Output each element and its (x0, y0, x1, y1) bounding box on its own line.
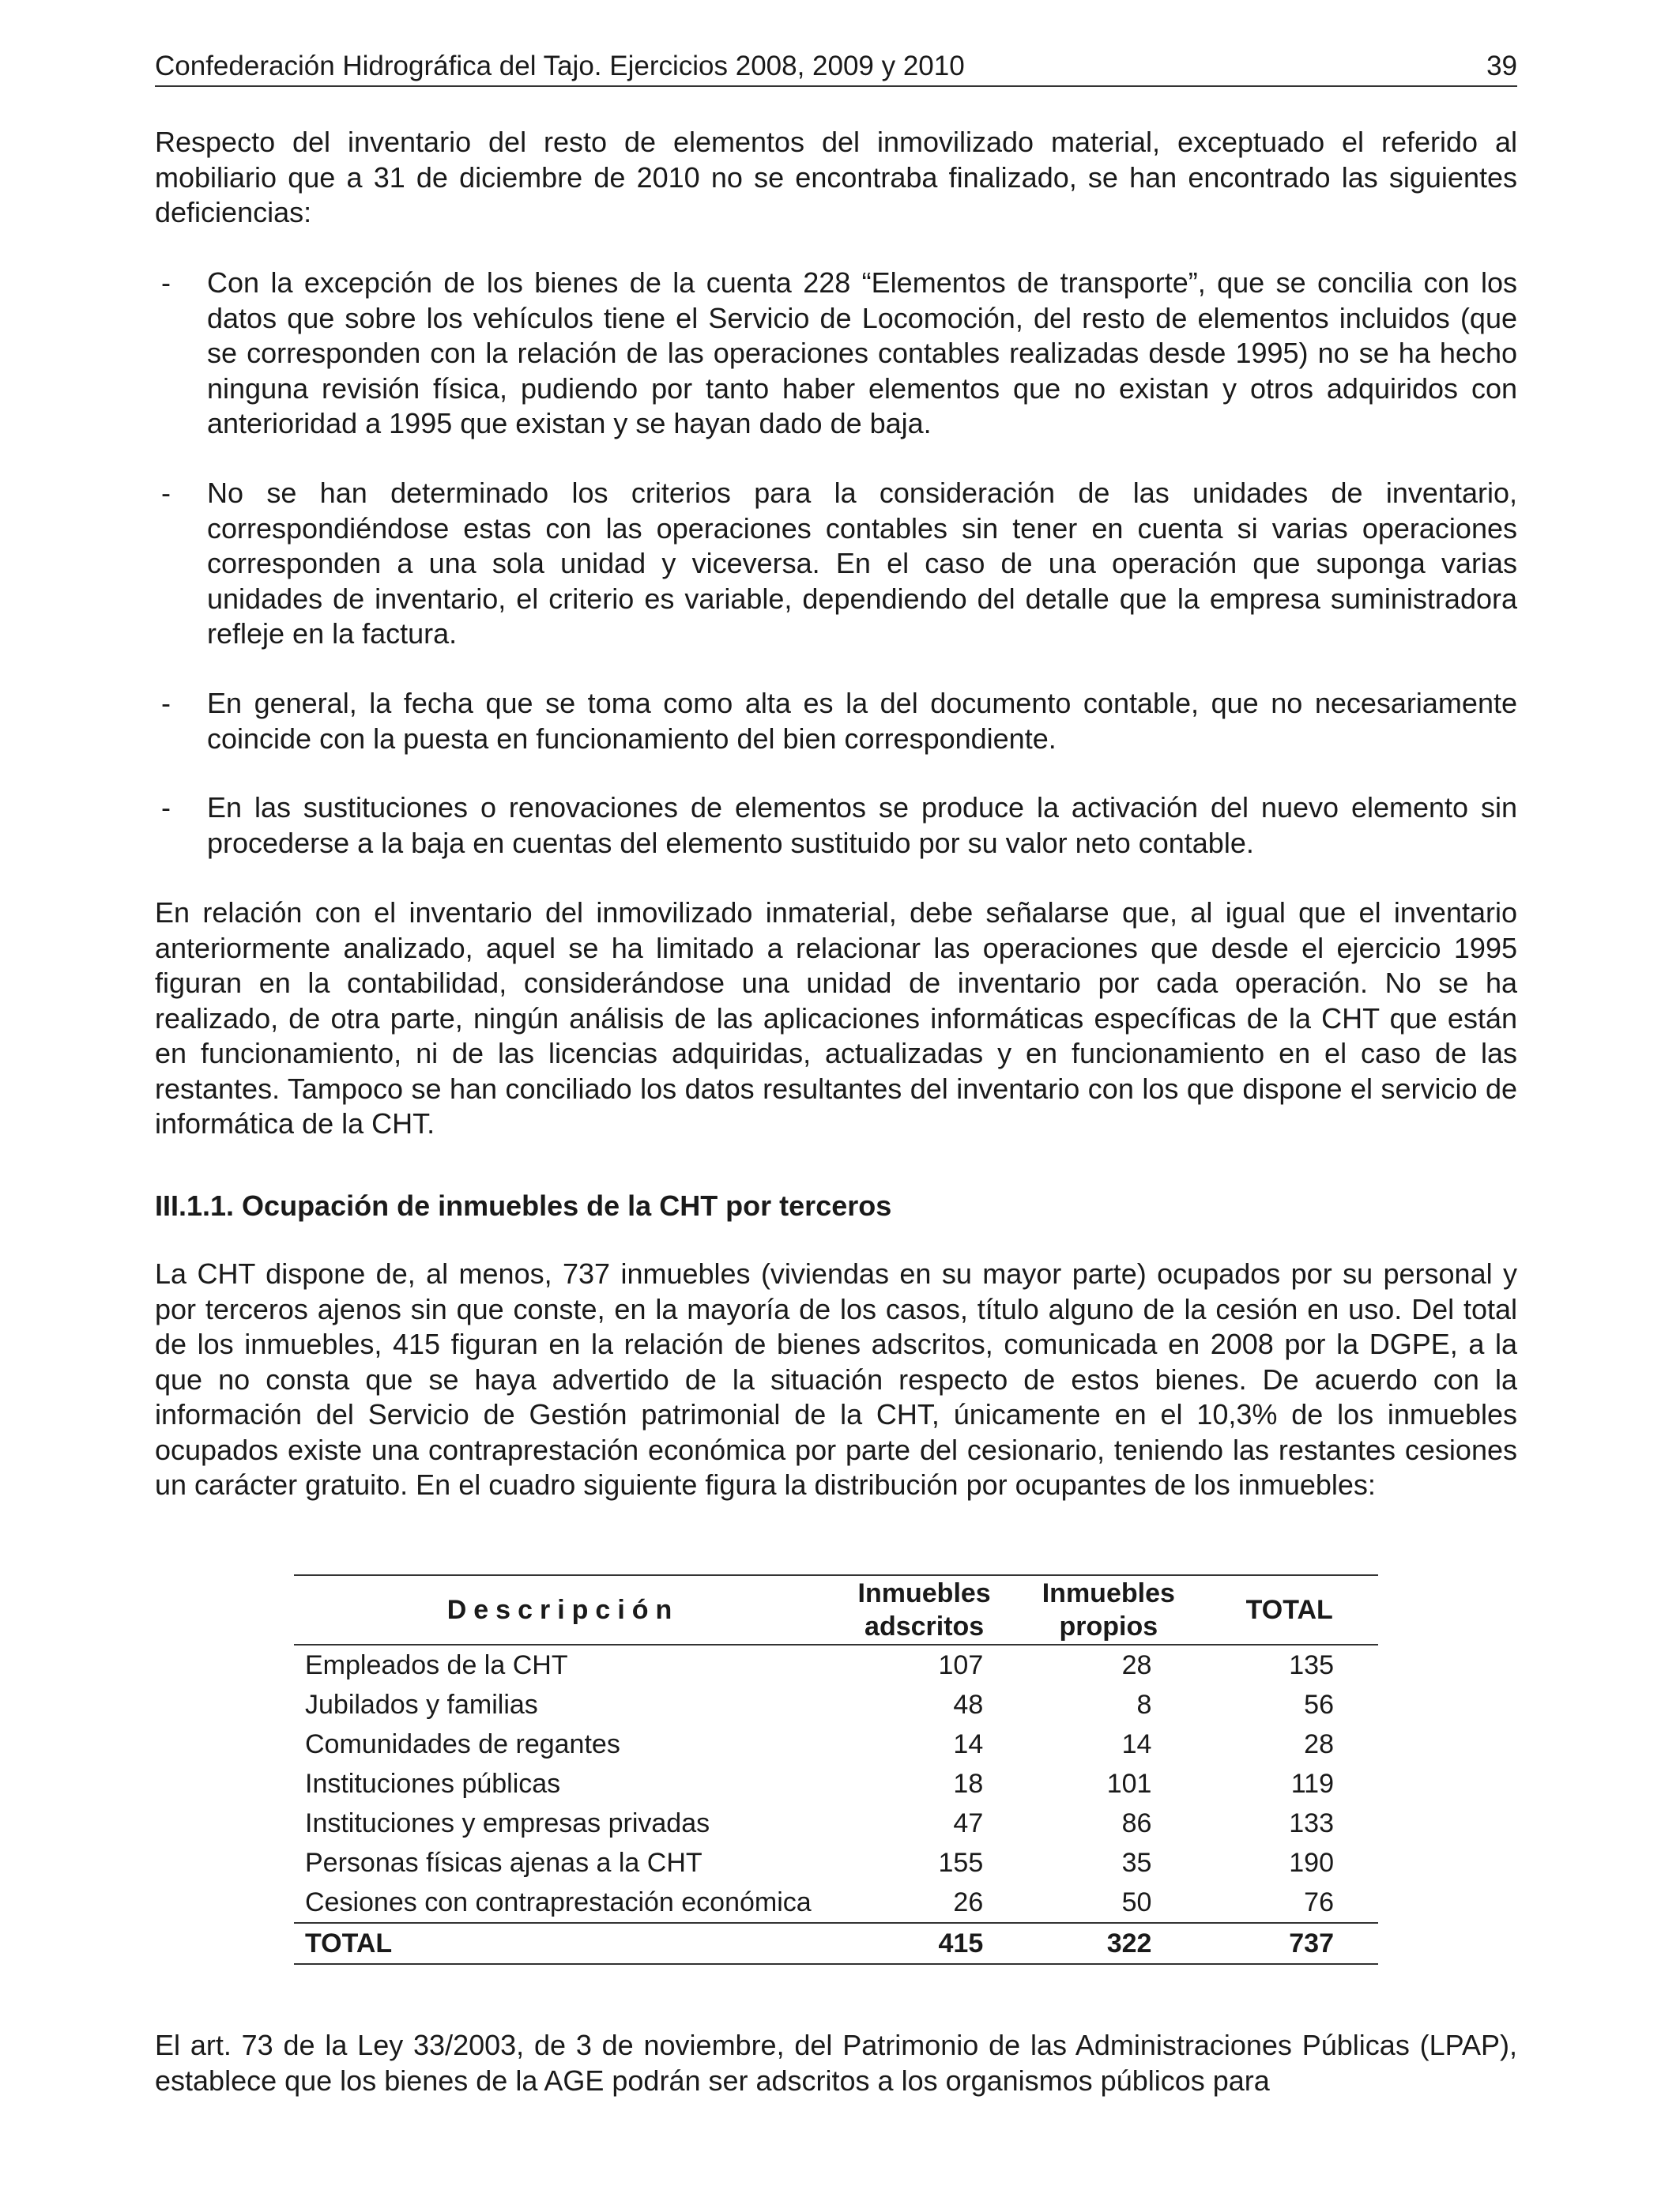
bullet-marker: - (161, 687, 171, 719)
header-total: TOTAL (1245, 1595, 1333, 1625)
bullet-item (155, 790, 1517, 861)
bullet-item (155, 266, 1517, 442)
table-row: Comunidades de regantes 14 14 28 (305, 1729, 1334, 1759)
table-row: Instituciones y empresas privadas 47 86 133 (305, 1808, 1334, 1838)
page-number: 39 (1486, 51, 1517, 81)
table-header-row (294, 1575, 1378, 1645)
immaterial-paragraph: En relación con el inventario del inmovilizado inmaterial, debe señalarse que, al igual que el inventario anteriormente analizado, aquel se ha limitado a relacionar las operaciones que desde el ejercicio 1995 figuran en la contabilidad, considerándose una unidad de inventario por cada operación. No se ha realizado, de otra parte, ningún análisis de las aplicaciones informáticas específicas de la CHT que están en funcionamiento, ni de las licencias adquiridas, actualizadas y en funcionamiento en el caso de las restantes. Tampoco se han conciliado los datos resultantes del inventario con los que dispone el servicio de informática de la CHT. (155, 896, 1517, 1140)
bullet-item (155, 686, 1517, 756)
bullet-marker: - (161, 266, 171, 299)
table-row: Jubilados y familias 48 8 56 (305, 1690, 1334, 1720)
header-adscritos: Inmuebles adscritos (857, 1578, 991, 1642)
header-propios: Inmuebles propios (1042, 1578, 1175, 1642)
header-descripcion: Descripción (446, 1595, 680, 1625)
bullet-item (155, 476, 1517, 652)
bullet-marker: - (161, 791, 171, 824)
header-title: Confederación Hidrográfica del Tajo. Ejercicios 2008, 2009 y 2010 (155, 51, 965, 81)
bullet-text: Con la excepción de los bienes de la cuenta 228 “Elementos de transporte”, que se concilia con los datos que sobre los vehículos tiene el Servicio de Locomoción, del resto de elementos incluidos (que se corresponden con la relación de las operaciones contables realizadas desde 1995) no se ha hecho ninguna revisión física, pudiendo por tanto haber elementos que no existan y otros adquiridos con anterioridad a 1995 que existan y se hayan dado de baja. (207, 266, 1517, 439)
bullet-marker: - (161, 477, 171, 509)
bullet-text: En las sustituciones o renovaciones de elementos se produce la activación del nuevo elemento sin procederse a la baja en cuentas del elemento sustituido por su valor neto contable. (207, 791, 1517, 859)
table-row: Personas físicas ajenas a la CHT 155 35 190 (305, 1848, 1334, 1878)
table-row: Instituciones públicas 18 101 119 (305, 1769, 1334, 1799)
page-header (155, 49, 1517, 87)
table-row: Empleados de la CHT 107 28 135 (305, 1650, 1334, 1680)
table-total-row: TOTAL 415 322 737 (294, 1923, 1378, 1964)
inmuebles-table (294, 1574, 1378, 1965)
table-row: Cesiones con contraprestación económica 26 50 76 (305, 1887, 1334, 1917)
intro-paragraph: Respecto del inventario del resto de elementos del inmovilizado material, exceptuado el referido al mobiliario que a 31 de diciembre de 2010 no se encontraba finalizado, se han encontrado las siguientes deficiencias: (155, 126, 1517, 228)
bullet-text: En general, la fecha que se toma como alta es la del documento contable, que no necesariamente coincide con la puesta en funcionamiento del bien correspondiente. (207, 687, 1517, 755)
section-heading: III.1.1. Ocupación de inmuebles de la CHT por terceros (155, 1189, 892, 1222)
final-paragraph: El art. 73 de la Ley 33/2003, de 3 de noviembre, del Patrimonio de las Administraciones Públicas (LPAP), establece que los bienes de la AGE podrán ser adscritos a los organismos públicos para (155, 2029, 1517, 2097)
bullet-text: No se han determinado los criterios para la consideración de las unidades de inventario, correspondiéndose estas con las operaciones contables sin tener en cuenta si varias operaciones corresponden a una sola unidad y viceversa. En el caso de una operación que suponga varias unidades de inventario, el criterio es variable, dependiendo del detalle que la empresa suministradora refleje en la factura. (207, 477, 1517, 650)
ocupacion-paragraph: La CHT dispone de, al menos, 737 inmuebles (viviendas en su mayor parte) ocupados por su personal y por terceros ajenos sin que conste, en la mayoría de los casos, título alguno de la cesión en uso. Del total de los inmuebles, 415 figuran en la relación de bienes adscritos, comunicada en 2008 por la DGPE, a la que no consta que se haya advertido de la situación respecto de estos bienes. De acuerdo con la información del Servicio de Gestión patrimonial de la CHT, únicamente en el 10,3% de los inmuebles ocupados existe una contraprestación económica por parte del cesionario, teniendo las restantes cesiones un carácter gratuito. En el cuadro siguiente figura la distribución por ocupantes de los inmuebles: (155, 1257, 1517, 1501)
